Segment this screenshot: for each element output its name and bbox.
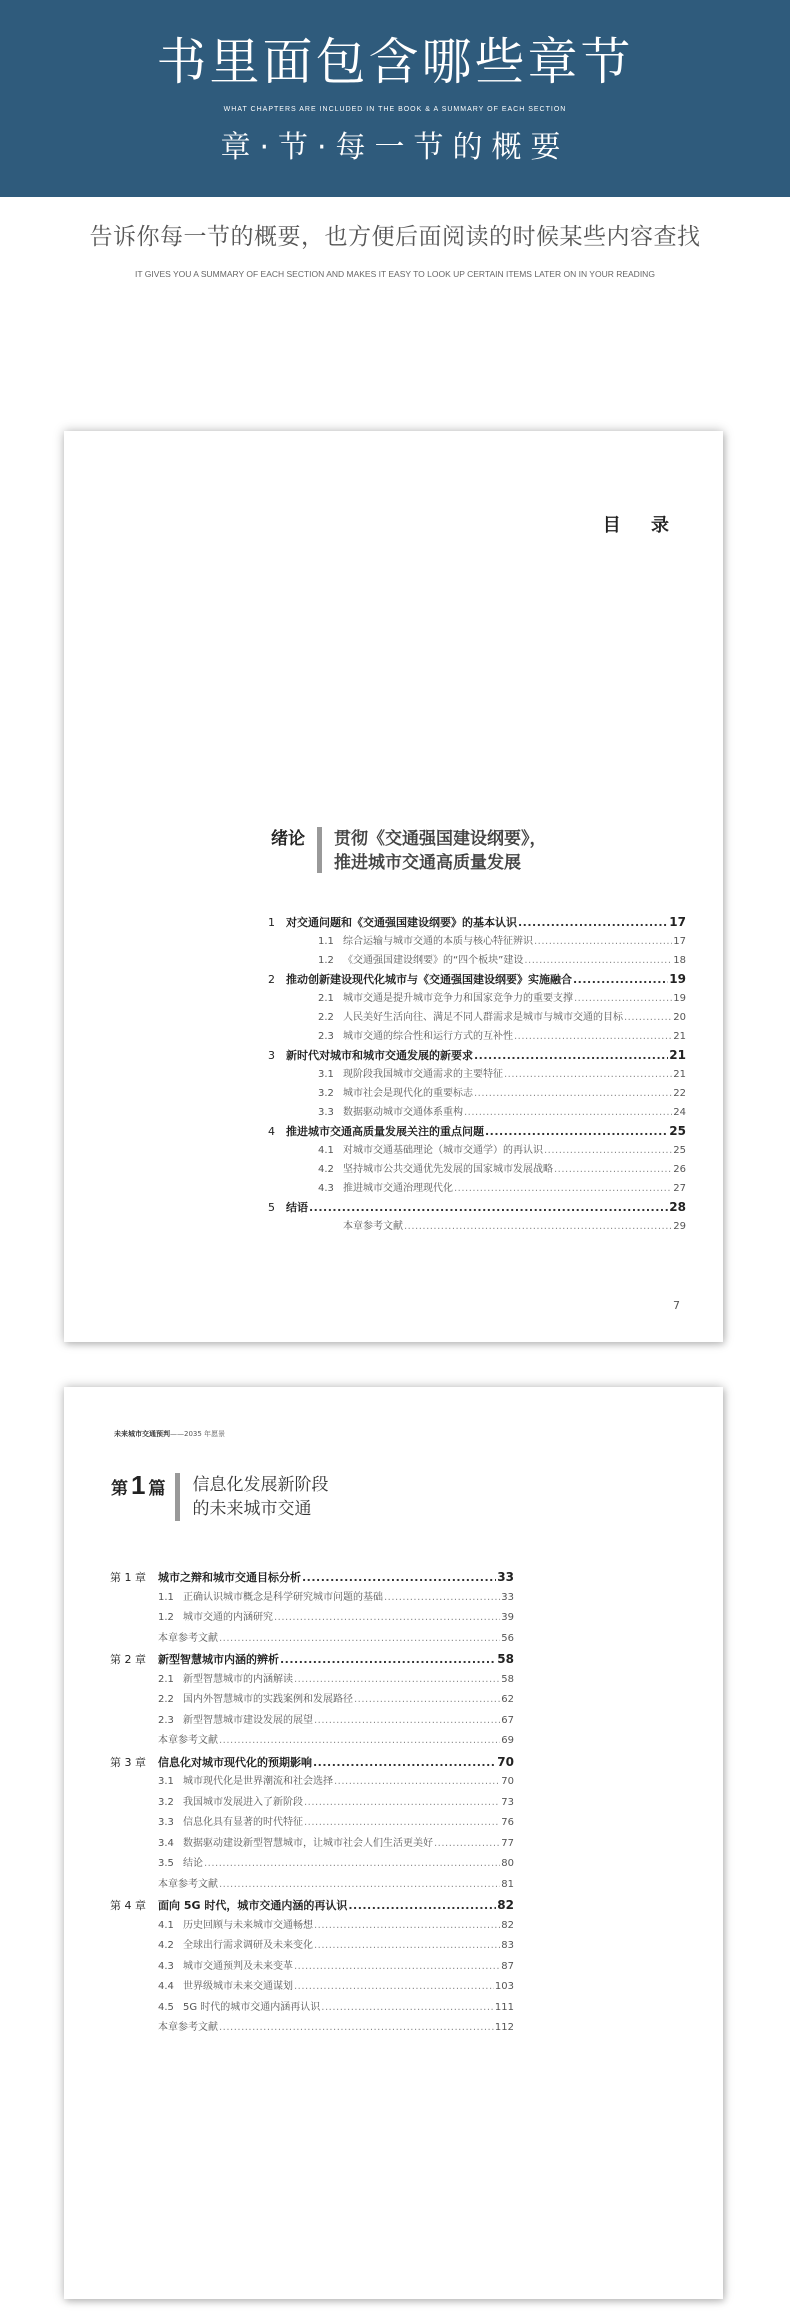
toc-entry-number: 5 — [268, 1201, 275, 1214]
toc-leader-dots — [573, 970, 668, 989]
toc-leader-dots — [464, 1103, 672, 1122]
part-name — [192, 1473, 328, 1521]
toc-section-entry[interactable] — [110, 1854, 514, 1875]
toc-leader-dots — [574, 989, 672, 1008]
toc-leader-dots — [434, 1834, 500, 1855]
toc-entry-title: 我国城市发展进入了新阶段 — [183, 1796, 303, 1808]
toc-entry-title: 人民美好生活向往、满足不同人群需求是城市与城市交通的目标 — [343, 1012, 623, 1023]
toc-entry-page: 25 — [673, 1145, 686, 1156]
toc-leader-dots — [321, 1998, 494, 2019]
toc-section-entry[interactable] — [268, 951, 686, 970]
toc-entry-number: 2.2 — [318, 1012, 334, 1023]
part-number: 1 — [131, 1470, 146, 1500]
toc-entry-number: 第 2 章 — [110, 1653, 146, 1666]
part-divider-bar — [175, 1473, 180, 1521]
toc-entry-number: 3.3 — [318, 1107, 334, 1118]
banner-subtitle-cn: 章·节·每一节的概要 — [220, 130, 570, 165]
toc-leader-dots — [354, 1690, 500, 1711]
toc-entry-page: 82 — [497, 1898, 514, 1912]
toc-section-entry[interactable] — [268, 1084, 686, 1103]
toc-entry-title: 城市现代化是世界潮流和社会选择 — [183, 1776, 333, 1787]
toc-entry-page: 67 — [501, 1714, 514, 1726]
toc-section-entry[interactable] — [110, 1875, 514, 1896]
toc-entry-number: 1.1 — [318, 936, 334, 947]
toc-entry-page: 33 — [501, 1591, 514, 1603]
toc-entry-page: 17 — [669, 915, 686, 929]
toc-chapter-entry[interactable] — [268, 1198, 686, 1217]
toc-entry-page: 62 — [501, 1694, 514, 1705]
toc-entry-number: 3.1 — [158, 1776, 174, 1787]
toc-entry-page: 77 — [501, 1837, 514, 1849]
toc-entry-number: 4 — [268, 1125, 275, 1138]
toc-entry-page: 82 — [501, 1919, 514, 1931]
part-label: 绪论 — [271, 829, 305, 849]
toc-leader-dots — [474, 1046, 668, 1065]
toc-chapter-entry[interactable] — [268, 913, 686, 932]
toc-entry-number: 4.1 — [318, 1145, 334, 1156]
toc-entry-title: 新型智慧城市内涵的辨析 — [158, 1653, 279, 1666]
banner-title: 书里面包含哪些章节 — [156, 33, 634, 91]
toc-leader-dots — [314, 1936, 500, 1957]
toc-leader-dots — [219, 1629, 500, 1650]
toc-entry-title: 推进城市交通高质量发展关注的重点问题 — [286, 1125, 484, 1138]
toc-entry-number: 4.3 — [158, 1960, 174, 1972]
toc-entry-title: 本章参考文献 — [158, 1878, 218, 1890]
toc-entry-number: 4.1 — [158, 1919, 174, 1931]
toc-leader-dots — [384, 1588, 500, 1609]
toc-entry-number: 第 1 章 — [110, 1571, 146, 1584]
running-head-title: 未来城市交通预判 — [114, 1430, 170, 1438]
toc-heading: 目 录 — [602, 515, 681, 536]
toc-section-entry[interactable] — [110, 1957, 514, 1978]
toc-entry-number: 第 4 章 — [110, 1899, 146, 1912]
part-title — [111, 1470, 329, 1521]
part-prefix: 第 — [111, 1479, 128, 1499]
toc-entry-page: 69 — [501, 1735, 514, 1746]
toc-list — [110, 1567, 514, 2039]
toc-leader-dots — [454, 1179, 672, 1198]
toc-entry-title: 新时代对城市和城市交通发展的新要求 — [286, 1049, 473, 1062]
book-page-contents — [64, 431, 723, 1342]
toc-entry-title: 历史回顾与未来城市交通畅想 — [183, 1919, 313, 1931]
toc-entry-number: 第 3 章 — [110, 1755, 146, 1769]
toc-entry-number: 4.4 — [158, 1981, 174, 1992]
toc-entry-title: 推动创新建设现代化城市与《交通强国建设纲要》实施融合 — [286, 973, 572, 986]
toc-entry-page: 25 — [669, 1124, 686, 1138]
toc-entry-title: 结语 — [286, 1201, 308, 1214]
part-name — [334, 827, 547, 875]
banner-subtitle-en: WHAT CHAPTERS ARE INCLUDED IN THE BOOK & A SUMMARY OF EACH SECTION — [223, 106, 567, 113]
toc-entry-page: 20 — [673, 1012, 686, 1023]
toc-section-entry[interactable] — [110, 1690, 514, 1711]
toc-section-entry[interactable] — [268, 1027, 686, 1046]
toc-entry-page: 33 — [497, 1570, 514, 1584]
toc-section-entry[interactable] — [110, 1977, 514, 1998]
toc-leader-dots — [485, 1122, 668, 1141]
toc-entry-number: 2.1 — [158, 1673, 174, 1685]
toc-leader-dots — [514, 1027, 672, 1046]
toc-section-entry[interactable] — [110, 1608, 514, 1629]
toc-entry-title: 城市交通的内涵研究 — [183, 1612, 273, 1623]
toc-entry-title: 《交通强国建设纲要》的“四个板块”建设 — [343, 955, 524, 966]
toc-entry-number: 2.3 — [158, 1714, 174, 1726]
toc-chapter-entry[interactable] — [268, 970, 686, 989]
toc-chapter-entry[interactable] — [110, 1895, 514, 1916]
toc-entry-page: 58 — [497, 1652, 514, 1666]
toc-section-entry[interactable] — [110, 1813, 514, 1834]
toc-leader-dots — [294, 1977, 494, 1998]
book-page-part1 — [64, 1387, 723, 2299]
toc-entry-number: 3.1 — [318, 1069, 334, 1080]
running-head-subtitle: ——2035 年愿景 — [170, 1430, 226, 1438]
toc-entry-number: 4.2 — [158, 1940, 174, 1951]
toc-entry-title: 对城市交通基础理论（城市交通学）的再认识 — [343, 1145, 543, 1156]
toc-entry-number: 2.1 — [318, 993, 334, 1004]
toc-section-entry[interactable] — [268, 989, 686, 1008]
toc-leader-dots — [294, 1957, 500, 1978]
toc-entry-page: 21 — [673, 1031, 686, 1042]
toc-section-entry[interactable] — [110, 2018, 514, 2039]
toc-entry-title: 结论 — [183, 1858, 203, 1869]
intro-text-en: IT GIVES YOU A SUMMARY OF EACH SECTION AND MAKES IT EASY TO LOOK UP CERTAIN ITEMS LATER ON IN YOUR READING — [135, 269, 655, 279]
intro-text-cn: 告诉你每一节的概要，也方便后面阅读的时候某些内容查找 — [89, 224, 701, 250]
toc-entry-page: 70 — [497, 1754, 514, 1769]
toc-leader-dots — [504, 1065, 672, 1084]
toc-entry-number: 3.5 — [158, 1858, 174, 1869]
toc-entry-page: 111 — [494, 2001, 514, 2013]
toc-entry-page: 80 — [501, 1858, 514, 1869]
toc-entry-page: 28 — [669, 1200, 686, 1214]
toc-section-entry[interactable] — [110, 1588, 514, 1609]
page-number: 7 — [673, 1299, 680, 1312]
toc-chapter-entry[interactable] — [110, 1649, 514, 1670]
toc-entry-number: 3.3 — [158, 1817, 174, 1828]
toc-entry-number: 3.4 — [158, 1837, 174, 1849]
toc-entry-page: 76 — [501, 1817, 514, 1828]
toc-entry-page: 81 — [501, 1878, 514, 1890]
toc-leader-dots — [204, 1854, 500, 1875]
toc-entry-title: 数据驱动城市交通体系重构 — [343, 1107, 463, 1118]
toc-entry-page: 19 — [673, 993, 686, 1004]
part-title — [271, 827, 547, 875]
toc-entry-title: 信息化具有显著的时代特征 — [183, 1817, 303, 1828]
toc-entry-page: 27 — [673, 1183, 686, 1194]
toc-entry-title: 综合运输与城市交通的本质与核心特征辨识 — [343, 936, 533, 947]
part-name-line1: 贯彻《交通强国建设纲要》， — [334, 829, 547, 849]
toc-entry-page: 24 — [673, 1107, 686, 1118]
toc-entry-number: 2.2 — [158, 1694, 174, 1705]
toc-entry-title: 面向 5G 时代，城市交通内涵的再认识 — [158, 1899, 348, 1912]
toc-section-entry[interactable] — [268, 1179, 686, 1198]
toc-entry-number: 1.1 — [158, 1591, 174, 1603]
toc-entry-number: 4.3 — [318, 1183, 334, 1194]
toc-entry-page: 22 — [673, 1088, 686, 1099]
toc-entry-title: 城市交通是提升城市竞争力和国家竞争力的重要支撑 — [343, 993, 573, 1004]
toc-section-entry[interactable] — [110, 1916, 514, 1937]
toc-entry-title: 国内外智慧城市的实践案例和发展路径 — [183, 1694, 353, 1705]
toc-entry-page: 39 — [501, 1612, 514, 1623]
toc-entry-page: 73 — [501, 1796, 514, 1808]
toc-chapter-entry[interactable] — [110, 1567, 514, 1588]
toc-leader-dots — [544, 1141, 672, 1160]
toc-entry-page: 21 — [673, 1069, 686, 1080]
toc-entry-number: 1 — [268, 916, 275, 929]
part-label — [111, 1470, 166, 1501]
toc-entry-title: 5G 时代的城市交通内涵再认识 — [183, 2001, 321, 2013]
toc-leader-dots — [302, 1568, 496, 1589]
toc-entry-number: 3.2 — [318, 1088, 334, 1099]
toc-entry-page: 17 — [673, 936, 686, 947]
toc-section-entry[interactable] — [110, 1936, 514, 1957]
toc-entry-page: 21 — [669, 1048, 686, 1062]
toc-entry-title: 新型智慧城市建设发展的展望 — [183, 1714, 313, 1726]
part-name-line2: 推进城市交通高质量发展 — [334, 853, 521, 873]
toc-entry-title: 现阶段我国城市交通需求的主要特征 — [343, 1069, 503, 1080]
toc-entry-title: 城市交通的综合性和运行方式的互补性 — [343, 1031, 513, 1042]
toc-leader-dots — [314, 1711, 500, 1732]
toc-section-entry[interactable] — [110, 1772, 514, 1793]
toc-section-entry[interactable] — [110, 1834, 514, 1855]
toc-section-entry[interactable] — [268, 1141, 686, 1160]
toc-entry-number: 4.2 — [318, 1164, 334, 1175]
toc-entry-title: 城市社会是现代化的重要标志 — [343, 1088, 473, 1099]
toc-entry-title: 本章参考文献 — [158, 1632, 218, 1644]
toc-section-entry[interactable] — [110, 1793, 514, 1814]
toc-leader-dots — [534, 932, 672, 951]
toc-leader-dots — [304, 1813, 500, 1834]
toc-entry-number: 2 — [268, 973, 275, 986]
toc-entry-page: 58 — [501, 1673, 514, 1685]
toc-entry-title: 城市之辩和城市交通目标分析 — [158, 1571, 301, 1584]
toc-section-entry[interactable] — [110, 1711, 514, 1732]
toc-leader-dots — [313, 1753, 496, 1774]
toc-section-entry[interactable] — [110, 1731, 514, 1752]
toc-entry-number: 1.2 — [318, 955, 334, 966]
toc-leader-dots — [280, 1650, 496, 1671]
toc-section-entry[interactable] — [110, 1629, 514, 1650]
toc-entry-title: 信息化对城市现代化的预期影响 — [158, 1755, 312, 1769]
toc-leader-dots — [219, 2018, 494, 2039]
toc-leader-dots — [334, 1772, 500, 1793]
toc-entry-page: 26 — [673, 1164, 686, 1175]
toc-entry-number: 3.2 — [158, 1796, 174, 1808]
toc-leader-dots — [624, 1008, 672, 1027]
toc-entry-page: 70 — [501, 1776, 514, 1787]
toc-entry-title: 正确认识城市概念是科学研究城市问题的基础 — [183, 1591, 383, 1603]
toc-entry-title: 推进城市交通治理现代化 — [343, 1183, 453, 1194]
part-suffix: 篇 — [148, 1479, 166, 1499]
toc-entry-number: 4.5 — [158, 2001, 174, 2013]
toc-entry-title: 对交通问题和《交通强国建设纲要》的基本认识 — [286, 916, 517, 929]
running-head — [114, 1429, 225, 1439]
part-name-line1: 信息化发展新阶段 — [192, 1475, 329, 1495]
toc-leader-dots — [474, 1084, 672, 1103]
toc-leader-dots — [404, 1217, 672, 1236]
toc-leader-dots — [554, 1160, 672, 1179]
toc-entry-title: 本章参考文献 — [343, 1221, 403, 1232]
toc-section-entry[interactable] — [268, 932, 686, 951]
toc-entry-number: 1.2 — [158, 1612, 174, 1623]
toc-entry-title: 新型智慧城市的内涵解读 — [183, 1673, 293, 1685]
toc-leader-dots — [274, 1608, 500, 1629]
toc-entry-title: 本章参考文献 — [158, 1735, 218, 1746]
toc-section-entry[interactable] — [268, 1160, 686, 1179]
toc-entry-title: 全球出行需求调研及未来变化 — [183, 1940, 313, 1951]
part-name-line2: 的未来城市交通 — [192, 1499, 312, 1519]
toc-chapter-entry[interactable] — [110, 1752, 514, 1773]
part-divider-bar — [317, 827, 322, 873]
toc-leader-dots — [304, 1793, 500, 1814]
toc-entry-number: 2.3 — [318, 1031, 334, 1042]
toc-entry-title: 坚持城市公共交通优先发展的国家城市发展战略 — [343, 1164, 553, 1175]
toc-entry-page: 29 — [673, 1221, 686, 1232]
toc-leader-dots — [294, 1670, 500, 1691]
header-banner — [0, 0, 790, 197]
toc-leader-dots — [219, 1731, 500, 1752]
toc-entry-page: 112 — [494, 2022, 514, 2033]
toc-chapter-entry[interactable] — [268, 1046, 686, 1065]
toc-entry-page: 83 — [501, 1940, 514, 1951]
toc-leader-dots — [309, 1198, 668, 1217]
toc-entry-page: 87 — [501, 1960, 514, 1972]
toc-section-entry[interactable] — [268, 1065, 686, 1084]
toc-entry-page: 19 — [669, 972, 686, 986]
toc-section-entry[interactable] — [268, 1103, 686, 1122]
toc-section-entry[interactable] — [110, 1998, 514, 2019]
toc-entry-title: 世界级城市未来交通谋划 — [183, 1981, 293, 1992]
toc-entry-title: 本章参考文献 — [158, 2022, 218, 2033]
toc-leader-dots — [314, 1916, 500, 1937]
toc-list — [268, 913, 686, 1236]
toc-entry-page: 56 — [501, 1632, 514, 1644]
toc-entry-title: 城市交通预判及未来变革 — [183, 1960, 293, 1972]
toc-chapter-entry[interactable] — [268, 1122, 686, 1141]
toc-section-entry[interactable] — [268, 1008, 686, 1027]
toc-leader-dots — [348, 1896, 496, 1917]
toc-entry-number: 3 — [268, 1049, 275, 1062]
toc-leader-dots — [524, 951, 672, 970]
toc-leader-dots — [219, 1875, 500, 1896]
toc-entry-title: 数据驱动建设新型智慧城市，让城市社会人们生活更美好 — [183, 1837, 433, 1849]
toc-section-entry[interactable] — [268, 1217, 686, 1236]
toc-entry-page: 103 — [494, 1981, 514, 1992]
toc-leader-dots — [518, 913, 668, 932]
toc-entry-page: 18 — [673, 955, 686, 966]
toc-section-entry[interactable] — [110, 1670, 514, 1691]
